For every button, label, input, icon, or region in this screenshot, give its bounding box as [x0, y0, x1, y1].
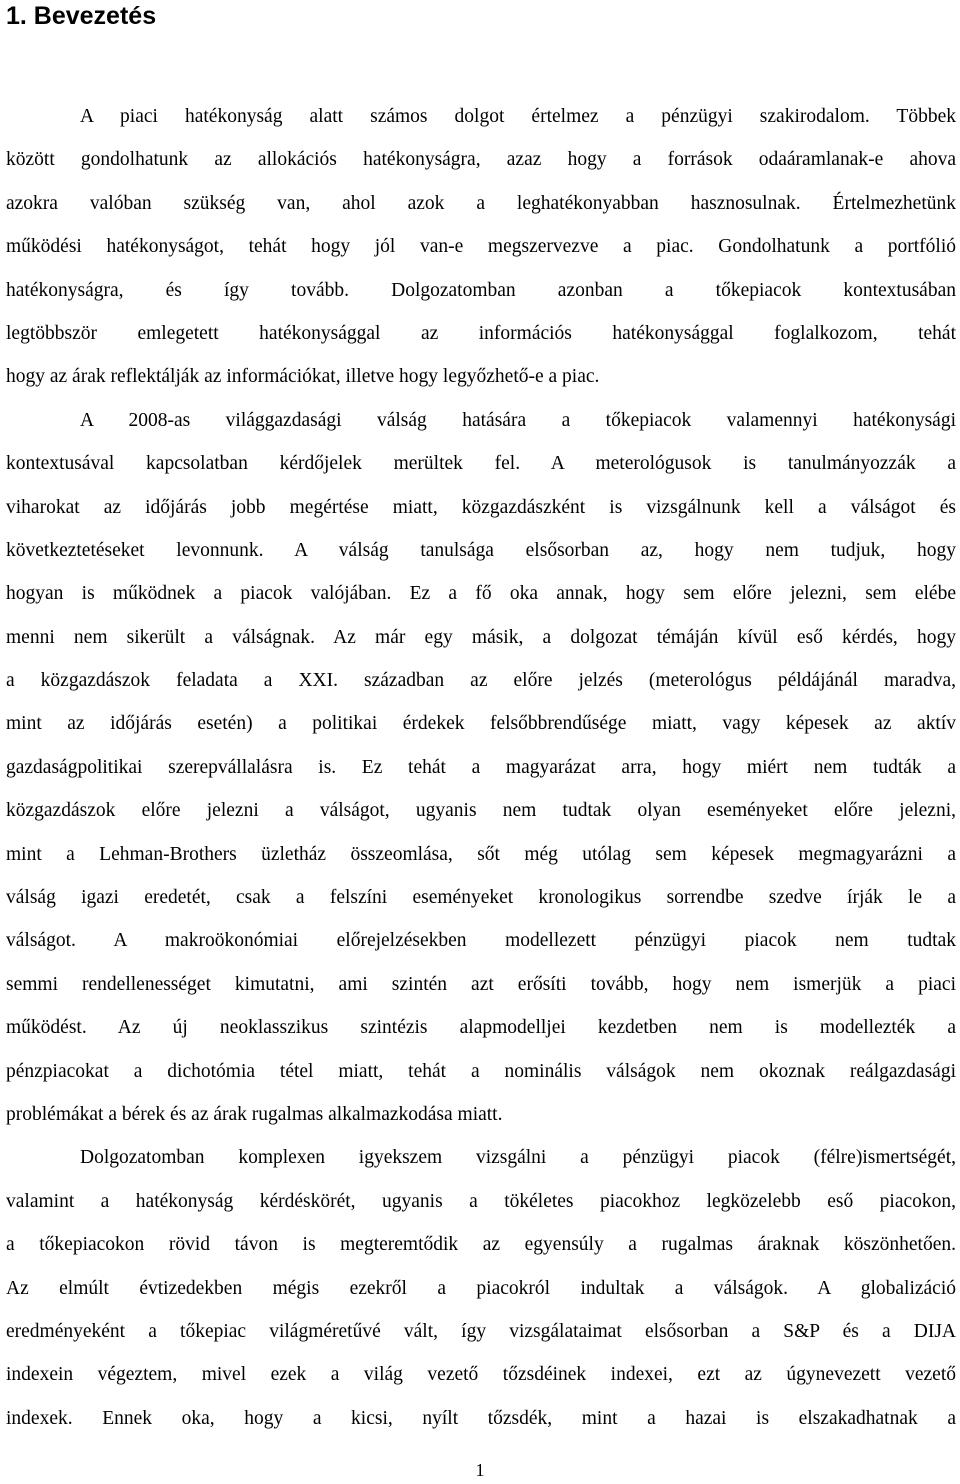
text-line: pénzpiacokat a dichotómia tétel miatt, tehát a nominális válságok nem okoznak reálgazdasági [6, 1060, 956, 1082]
text-line: menni nem sikerült a válságnak. Az már egy másik, a dolgozat témáján kívül eső kérdés, hogy [6, 626, 956, 648]
text-line: Az elmúlt évtizedekben mégis ezekről a piacokról indultak a válságok. A globalizáció [6, 1277, 956, 1299]
text-line: viharokat az időjárás jobb megértése miatt, közgazdászként is vizsgálnunk kell a válságot és [6, 496, 956, 518]
page-number: 1 [475, 1460, 485, 1480]
chapter-heading: 1. Bevezetés [6, 2, 157, 30]
text-line: a tőkepiacokon rövid távon is megteremtődik az egyensúly a rugalmas áraknak köszönhetően. [6, 1234, 956, 1256]
text-line: a közgazdászok feladata a XXI. században az előre jelzés (meterológus példájánál maradva, [6, 670, 956, 692]
text-line: Dolgozatomban komplexen igyekszem vizsgálni a pénzügyi piacok (félre)ismertségét, [80, 1147, 956, 1169]
text-line: azokra valóban szükség van, ahol azok a leghatékonyabban hasznosulnak. Értelmezhetünk [6, 192, 956, 214]
text-line: valamint a hatékonyság kérdéskörét, ugyanis a tökéletes piacokhoz legközelebb eső piacokon, [6, 1190, 956, 1212]
text-line: gazdaságpolitikai szerepvállalásra is. Ez tehát a magyarázat arra, hogy miért nem tudták a [6, 756, 956, 778]
text-line: működést. Az új neoklasszikus szintézis alapmodelljei kezdetben nem is modellezték a [6, 1017, 956, 1039]
body-text [6, 95, 956, 1440]
text-line: legtöbbször emlegetett hatékonysággal az információs hatékonysággal foglalkozom, tehát [6, 322, 956, 344]
text-line: hatékonyságra, és így tovább. Dolgozatomban azonban a tőkepiacok kontextusában [6, 279, 956, 301]
text-line: következtetéseket levonnunk. A válság tanulsága elsősorban az, hogy nem tudjuk, hogy [6, 539, 956, 561]
text-line: válságot. A makroökonómiai előrejelzésekben modellezett pénzügyi piacok nem tudtak [6, 930, 956, 952]
text-line: kontextusával kapcsolatban kérdőjelek merültek fel. A meterológusok is tanulmányozzák a [6, 453, 956, 475]
paragraph [6, 399, 956, 1137]
text-line: eredményeként a tőkepiac világméretűvé vált, így vizsgálataimat elsősorban a S&P és a DIJA [6, 1320, 956, 1342]
text-line: semmi rendellenességet kimutatni, ami szintén azt erősíti tovább, hogy nem ismerjük a piaci [6, 973, 956, 995]
paragraph [6, 95, 956, 399]
text-line: között gondolhatunk az allokációs hatékonyságra, azaz hogy a források odaáramlanak-e ahova [6, 149, 956, 171]
text-line: A 2008-as világgazdasági válság hatására a tőkepiacok valamennyi hatékonysági [80, 409, 956, 431]
text-line: működési hatékonyságot, tehát hogy jól van-e megszervezve a piac. Gondolhatunk a portfólió [6, 236, 956, 258]
text-line: mint a Lehman-Brothers üzletház összeomlása, sőt még utólag sem képesek megmagyarázni a [6, 843, 956, 865]
text-line: hogyan is működnek a piacok valójában. Ez a fő oka annak, hogy sem előre jelezni, sem elébe [6, 583, 956, 605]
text-line: A piaci hatékonyság alatt számos dolgot értelmez a pénzügyi szakirodalom. Többek [80, 106, 956, 127]
text-line: indexek. Ennek oka, hogy a kicsi, nyílt tőzsdék, mint a hazai is elszakadhatnak a [6, 1407, 956, 1429]
text-line: indexein végeztem, mivel ezek a világ vezető tőzsdéinek indexei, ezt az úgynevezett vezető [6, 1364, 956, 1386]
text-line: hogy az árak reflektálják az információkat, illetve hogy legyőzhető-e a piac. [6, 366, 600, 388]
text-line: problémákat a bérek és az árak rugalmas alkalmazkodása miatt. [6, 1103, 503, 1125]
paragraph [6, 1136, 956, 1440]
text-line: válság igazi eredetét, csak a felszíni eseményeket kronologikus sorrendbe szedve írják le a [6, 887, 956, 909]
text-line: mint az időjárás esetén) a politikai érdekek felsőbbrendűsége miatt, vagy képesek az aktív [6, 713, 956, 735]
text-line: közgazdászok előre jelezni a válságot, ugyanis nem tudtak olyan eseményeket előre jelezni, [6, 800, 956, 822]
